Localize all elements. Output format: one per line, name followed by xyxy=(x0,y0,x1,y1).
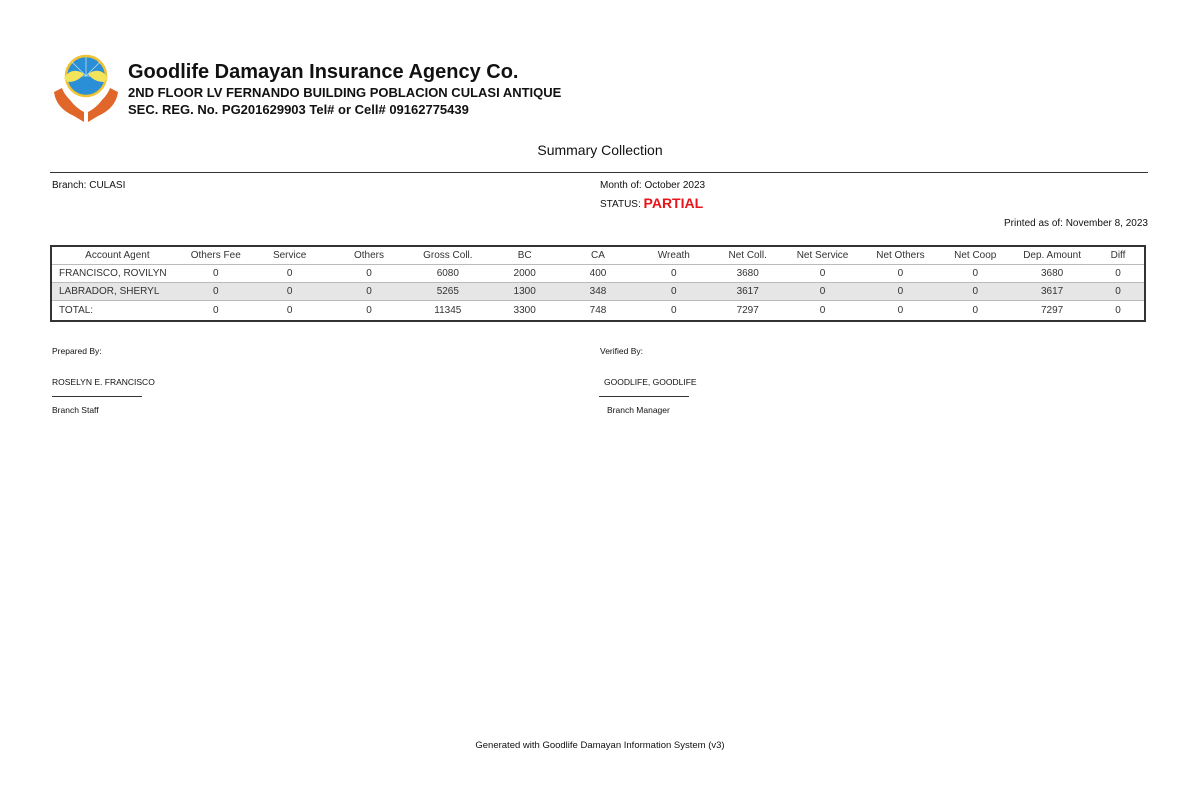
cell-agent: FRANCISCO, ROVILYN xyxy=(51,265,183,283)
total-net-coop: 0 xyxy=(938,301,1012,322)
verified-by-name: GOODLIFE, GOODLIFE xyxy=(604,377,697,387)
cell-service: 0 xyxy=(249,283,331,301)
col-dep-amount: Dep. Amount xyxy=(1012,246,1092,265)
prepared-by-label: Prepared By: xyxy=(52,346,102,356)
verified-signature-line xyxy=(599,396,689,397)
month-label: Month of: October 2023 xyxy=(600,180,706,191)
total-dep-amount: 7297 xyxy=(1012,301,1092,322)
cell-net-coll: 3617 xyxy=(713,283,783,301)
cell-gross-coll: 5265 xyxy=(407,283,488,301)
cell-service: 0 xyxy=(249,265,331,283)
hands-dove-logo-icon xyxy=(50,52,122,124)
table-header-row xyxy=(51,246,1145,265)
cell-gross-coll: 6080 xyxy=(407,265,488,283)
cell-bc: 2000 xyxy=(488,265,561,283)
total-diff: 0 xyxy=(1092,301,1145,322)
total-bc: 3300 xyxy=(488,301,561,322)
cell-net-coop: 0 xyxy=(938,265,1012,283)
cell-others-fee: 0 xyxy=(183,265,249,283)
table-total-row xyxy=(51,301,1145,322)
total-net-service: 0 xyxy=(783,301,863,322)
cell-dep-amount: 3617 xyxy=(1012,283,1092,301)
cell-dep-amount: 3680 xyxy=(1012,265,1092,283)
table-row xyxy=(51,283,1145,301)
prepared-by-role: Branch Staff xyxy=(52,405,99,415)
company-name: Goodlife Damayan Insurance Agency Co. xyxy=(128,61,519,83)
col-ca: CA xyxy=(561,246,635,265)
cell-net-others: 0 xyxy=(862,283,938,301)
cell-others: 0 xyxy=(331,265,408,283)
collection-table xyxy=(50,245,1146,322)
cell-agent: LABRADOR, SHERYL xyxy=(51,283,183,301)
title-divider xyxy=(50,172,1148,173)
branch-label: Branch: CULASI xyxy=(52,180,126,191)
col-service: Service xyxy=(249,246,331,265)
total-others-fee: 0 xyxy=(183,301,249,322)
cell-diff: 0 xyxy=(1092,283,1145,301)
cell-wreath: 0 xyxy=(635,283,713,301)
total-service: 0 xyxy=(249,301,331,322)
total-net-coll: 7297 xyxy=(713,301,783,322)
cell-net-service: 0 xyxy=(783,283,863,301)
cell-diff: 0 xyxy=(1092,265,1145,283)
col-wreath: Wreath xyxy=(635,246,713,265)
cell-net-coll: 3680 xyxy=(713,265,783,283)
cell-others: 0 xyxy=(331,283,408,301)
status-label: STATUS: xyxy=(600,199,641,210)
col-diff: Diff xyxy=(1092,246,1145,265)
total-others: 0 xyxy=(331,301,408,322)
table-row xyxy=(51,265,1145,283)
prepared-by-name: ROSELYN E. FRANCISCO xyxy=(52,377,155,387)
verified-by-label: Verified By: xyxy=(600,346,643,356)
col-gross-coll: Gross Coll. xyxy=(407,246,488,265)
cell-ca: 348 xyxy=(561,283,635,301)
col-others-fee: Others Fee xyxy=(183,246,249,265)
col-account-agent: Account Agent xyxy=(51,246,183,265)
total-label: TOTAL: xyxy=(51,301,183,322)
status-line xyxy=(600,195,703,211)
col-bc: BC xyxy=(488,246,561,265)
total-wreath: 0 xyxy=(635,301,713,322)
col-net-coop: Net Coop xyxy=(938,246,1012,265)
company-info xyxy=(128,60,561,118)
col-net-others: Net Others xyxy=(862,246,938,265)
generated-footer: Generated with Goodlife Damayan Information System (v3) xyxy=(475,740,725,751)
cell-others-fee: 0 xyxy=(183,283,249,301)
cell-net-service: 0 xyxy=(783,265,863,283)
prepared-signature-line xyxy=(52,396,142,397)
verified-by-role: Branch Manager xyxy=(607,405,670,415)
cell-net-others: 0 xyxy=(862,265,938,283)
report-header xyxy=(50,52,750,127)
company-address: 2ND FLOOR LV FERNANDO BUILDING POBLACION CULASI ANTIQUE xyxy=(128,85,562,100)
report-title: Summary Collection xyxy=(537,142,663,158)
cell-bc: 1300 xyxy=(488,283,561,301)
cell-net-coop: 0 xyxy=(938,283,1012,301)
col-others: Others xyxy=(331,246,408,265)
status-badge: PARTIAL xyxy=(643,195,704,211)
col-net-service: Net Service xyxy=(783,246,863,265)
total-gross-coll: 11345 xyxy=(407,301,488,322)
cell-ca: 400 xyxy=(561,265,635,283)
col-net-coll: Net Coll. xyxy=(713,246,783,265)
printed-date: Printed as of: November 8, 2023 xyxy=(1004,218,1148,229)
total-net-others: 0 xyxy=(862,301,938,322)
total-ca: 748 xyxy=(561,301,635,322)
company-registration: SEC. REG. No. PG201629903 Tel# or Cell# 09162775439 xyxy=(128,102,469,117)
cell-wreath: 0 xyxy=(635,265,713,283)
